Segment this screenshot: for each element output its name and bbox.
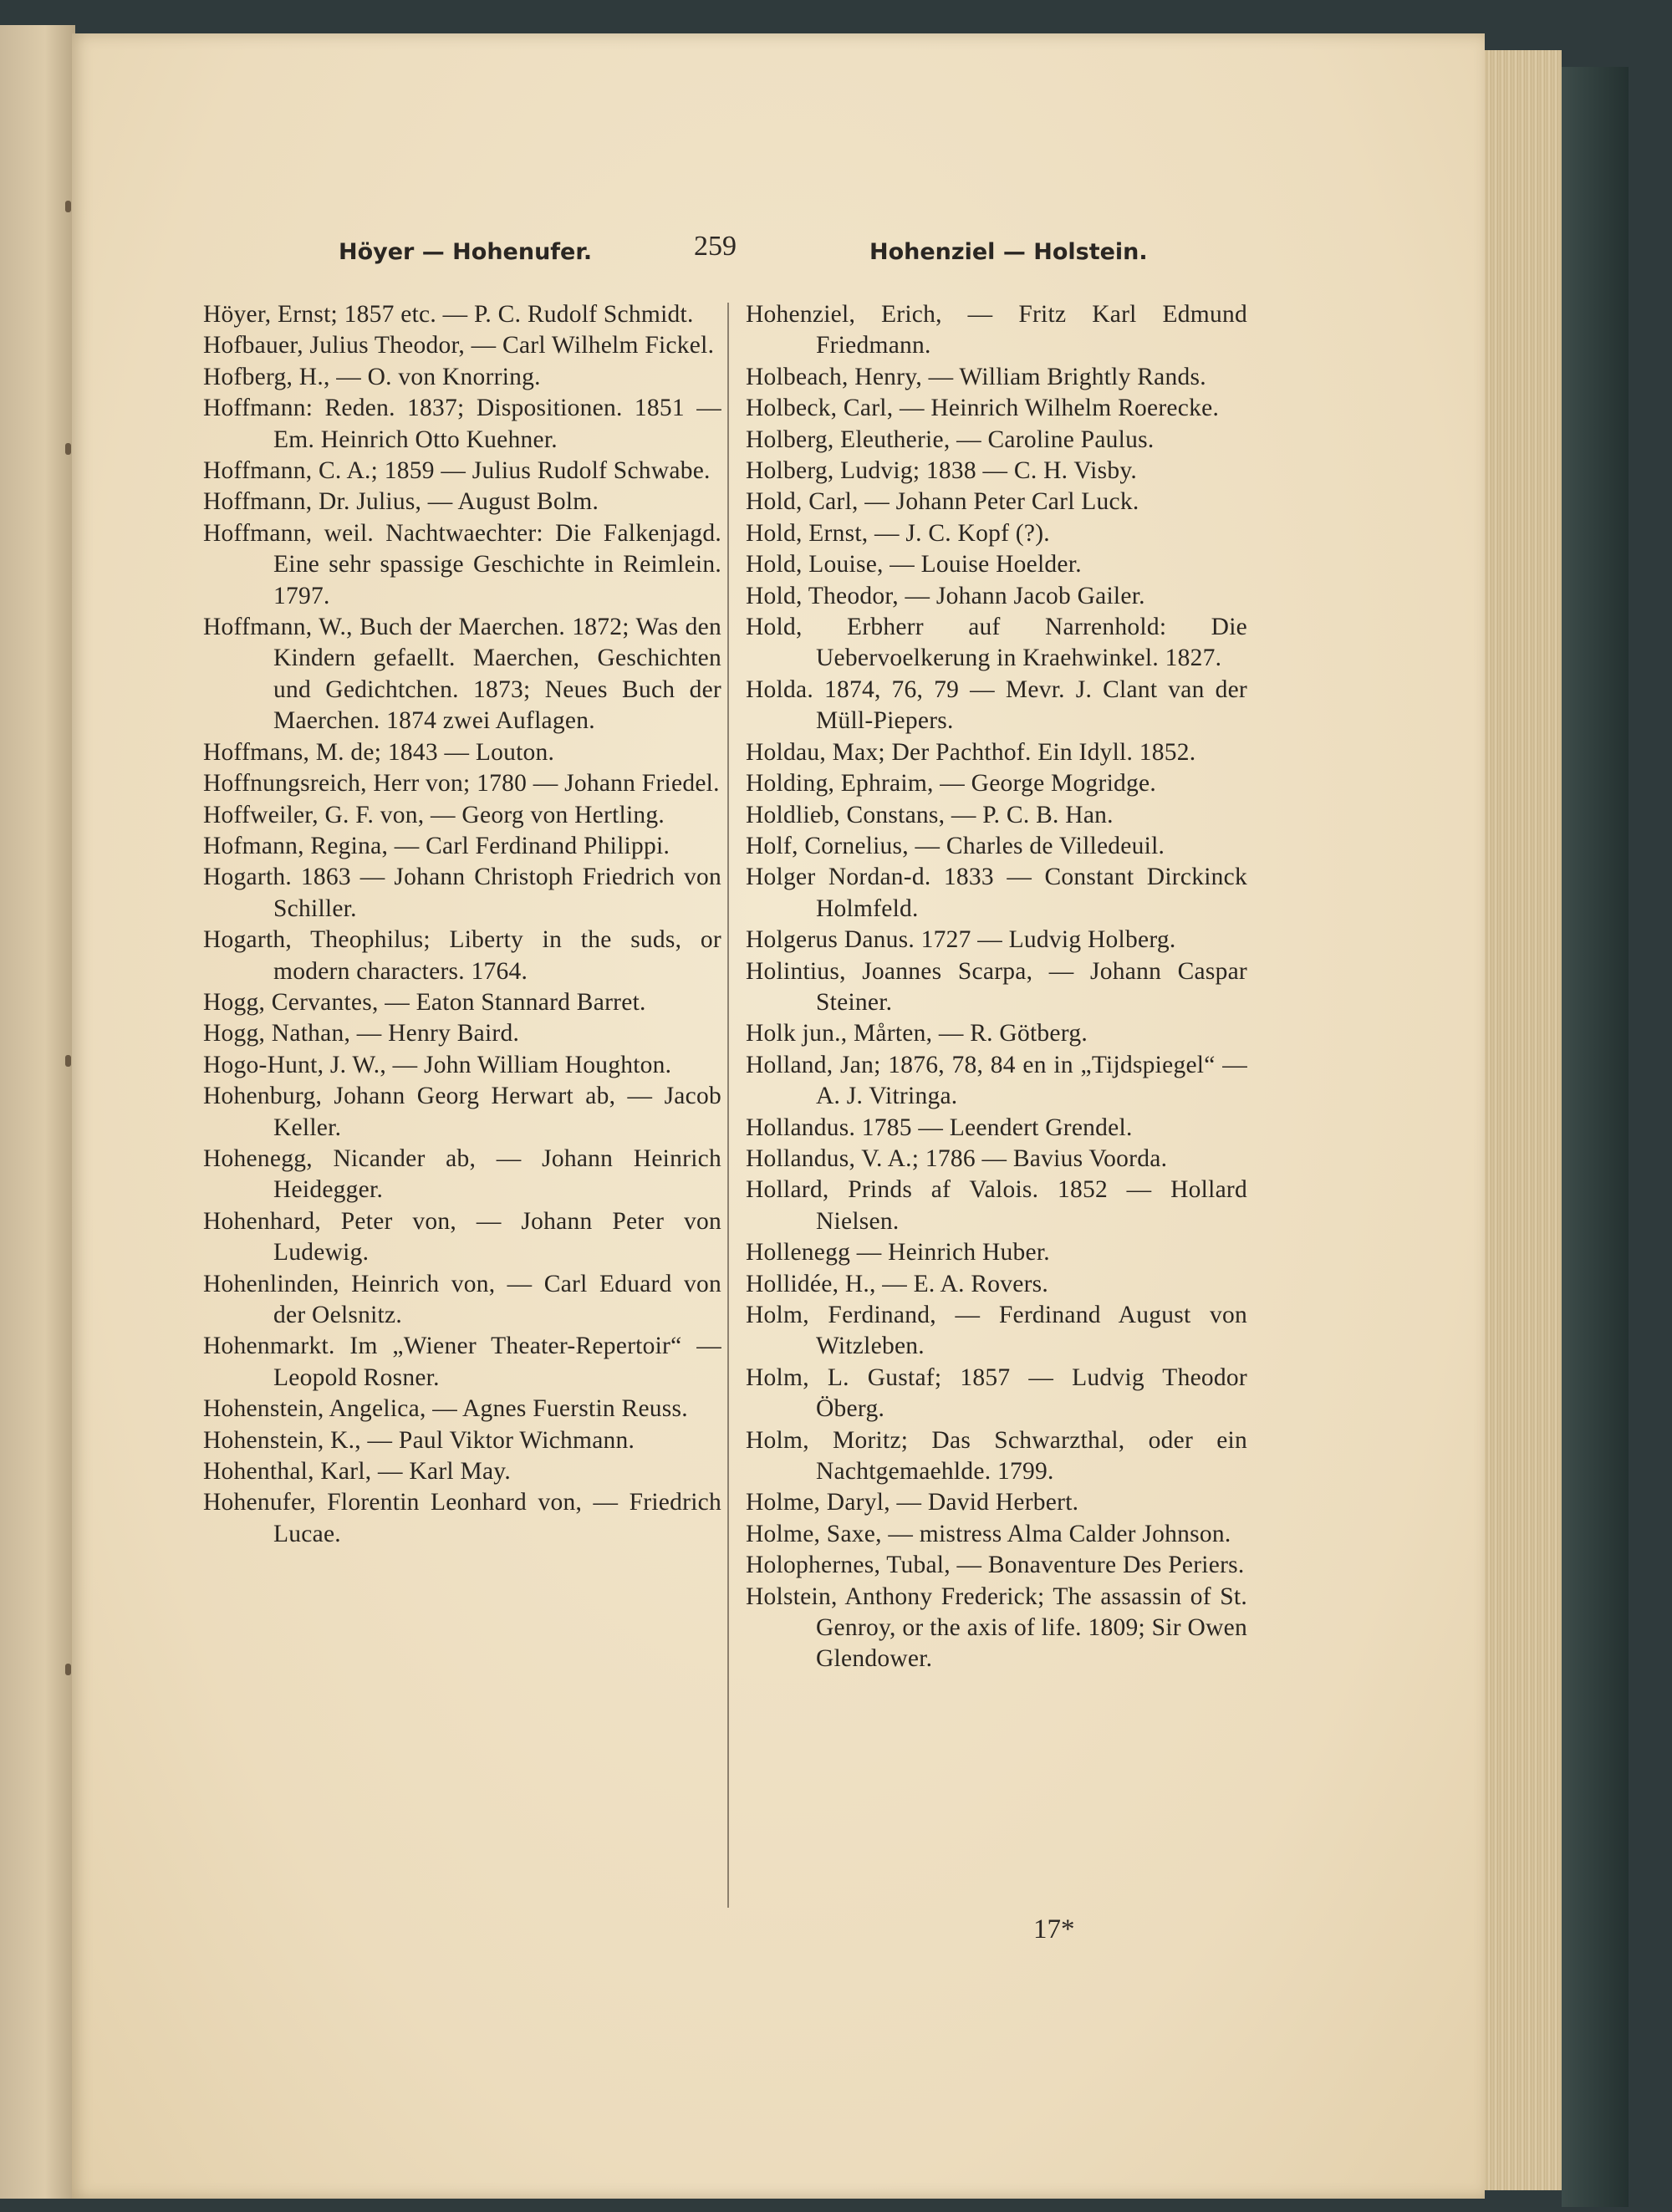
entry: Höyer, Ernst; 1857 etc. — P. C. Rudolf Schmidt. bbox=[203, 301, 694, 328]
book-cover bbox=[1562, 67, 1629, 2207]
column-rule bbox=[727, 303, 729, 1908]
margin-mark bbox=[65, 201, 71, 212]
entry: Hoffmann, C. A.; 1859 — Julius Rudolf Schwabe. bbox=[203, 457, 711, 485]
entry: Holf, Cornelius, — Charles de Villedeuil. bbox=[746, 832, 1165, 859]
entry: Holgerus Danus. 1727 — Ludvig Holberg. bbox=[746, 926, 1176, 954]
entry: Hohenegg, Nicander ab, — Johann Heinrich Heidegger. bbox=[203, 1144, 721, 1204]
entry: Hofmann, Regina, — Carl Ferdinand Philippi. bbox=[203, 832, 670, 859]
right-column bbox=[746, 299, 1247, 1675]
margin-mark bbox=[65, 1664, 71, 1675]
entry: Holding, Ephraim, — George Mogridge. bbox=[746, 770, 1157, 798]
entry: Hold, Erbherr auf Narrenhold: Die Uebervoelkerung in Kraehwinkel. 1827. bbox=[746, 614, 1247, 672]
page-number: 259 bbox=[694, 231, 737, 262]
margin-mark bbox=[65, 1055, 71, 1067]
entry: Hollenegg — Heinrich Huber. bbox=[746, 1239, 1050, 1267]
running-head-right: Hohenziel — Holstein. bbox=[869, 239, 1148, 265]
signature-mark: 17* bbox=[1033, 1914, 1075, 1944]
entry: Holm, Ferdinand, — Ferdinand August von Witzleben. bbox=[746, 1302, 1247, 1360]
entry: Hogg, Nathan, — Henry Baird. bbox=[203, 1020, 520, 1047]
running-head-left: Höyer — Hohenufer. bbox=[339, 239, 593, 265]
entry: Hoffmann: Reden. 1837; Dispositionen. 1851 — Em. Heinrich Otto Kuehner. bbox=[203, 395, 721, 453]
entry: Hoffmann, W., Buch der Maerchen. 1872; Was den Kindern gefaellt. Maerchen, Geschichten und Gedichtchen. 1873; Neues Buch der Maerchen. 1874 zwei Auflagen. bbox=[203, 614, 721, 735]
entry: Hold, Ernst, — J. C. Kopf (?). bbox=[746, 519, 1050, 547]
entry: Holberg, Ludvig; 1838 — C. H. Visby. bbox=[746, 457, 1138, 485]
entry: Hogg, Cervantes, — Eaton Stannard Barret. bbox=[203, 988, 646, 1016]
entry: Holberg, Eleutherie, — Caroline Paulus. bbox=[746, 426, 1155, 453]
entry: Holda. 1874, 76, 79 — Mevr. J. Clant van der Müll-Piepers. bbox=[746, 675, 1247, 735]
entry: Holk jun., Mårten, — R. Götberg. bbox=[746, 1020, 1088, 1047]
entry: Hogarth, Theophilus; Liberty in the suds, or modern characters. 1764. bbox=[203, 926, 721, 985]
entry: Hoffmann, Dr. Julius, — August Bolm. bbox=[203, 488, 599, 516]
entry: Hold, Theodor, — Johann Jacob Gailer. bbox=[746, 582, 1145, 609]
entry: Holme, Saxe, — mistress Alma Calder Johnson. bbox=[746, 1520, 1231, 1547]
margin-mark bbox=[65, 443, 71, 455]
entry: Holland, Jan; 1876, 78, 84 en in „Tijdspiegel“ — A. J. Vitringa. bbox=[746, 1051, 1247, 1110]
entry: Hofbauer, Julius Theodor, — Carl Wilhelm Fickel. bbox=[203, 332, 715, 359]
entry: Hollidée, H., — E. A. Rovers. bbox=[746, 1270, 1049, 1297]
entry: Hogarth. 1863 — Johann Christoph Friedrich von Schiller. bbox=[203, 864, 721, 922]
entry: Hohenstein, Angelica, — Agnes Fuerstin Reuss. bbox=[203, 1395, 688, 1423]
entry: Hofberg, H., — O. von Knorring. bbox=[203, 363, 541, 390]
entry: Holm, L. Gustaf; 1857 — Ludvig Theodor Öberg. bbox=[746, 1363, 1247, 1423]
entry: Hohenlinden, Heinrich von, — Carl Eduard von der Oelsnitz. bbox=[203, 1270, 721, 1328]
entry: Hollandus. 1785 — Leendert Grendel. bbox=[746, 1114, 1133, 1141]
entry: Hohenziel, Erich, — Fritz Karl Edmund Friedmann. bbox=[746, 301, 1247, 359]
entry: Hohenhard, Peter von, — Johann Peter von Ludewig. bbox=[203, 1207, 721, 1267]
entry: Holstein, Anthony Frederick; The assassin of St. Genroy, or the axis of life. 1809; Sir Owen Glendower. bbox=[746, 1583, 1247, 1673]
entry: Holdau, Max; Der Pachthof. Ein Idyll. 1852. bbox=[746, 738, 1196, 766]
left-column bbox=[203, 299, 721, 1550]
entry: Hold, Carl, — Johann Peter Carl Luck. bbox=[746, 488, 1139, 516]
page-edges bbox=[1485, 50, 1562, 2190]
entry: Hogo-Hunt, J. W., — John William Houghton. bbox=[203, 1051, 672, 1078]
entry: Hohenmarkt. Im „Wiener Theater-Repertoir“ — Leopold Rosner. bbox=[203, 1333, 721, 1391]
entry: Hohenburg, Johann Georg Herwart ab, — Jacob Keller. bbox=[203, 1083, 721, 1141]
entry: Holger Nordan-d. 1833 — Constant Dirckinck Holmfeld. bbox=[746, 864, 1247, 922]
entry: Holintius, Joannes Scarpa, — Johann Caspar Steiner. bbox=[746, 957, 1247, 1016]
entry: Hoffweiler, G. F. von, — Georg von Hertling. bbox=[203, 801, 665, 828]
facing-page-edge bbox=[0, 25, 75, 2199]
entry: Hoffnungsreich, Herr von; 1780 — Johann Friedel. bbox=[203, 770, 720, 798]
entry: Hohenufer, Florentin Leonhard von, — Friedrich Lucae. bbox=[203, 1489, 721, 1547]
entry: Holbeck, Carl, — Heinrich Wilhelm Roerecke. bbox=[746, 395, 1220, 422]
entry: Holdlieb, Constans, — P. C. B. Han. bbox=[746, 801, 1114, 828]
entry: Hoffmann, weil. Nachtwaechter: Die Falkenjagd. Eine sehr spassige Geschichte in Reimlein. 1797. bbox=[203, 519, 721, 609]
entry: Hollard, Prinds af Valois. 1852 — Hollard Nielsen. bbox=[746, 1176, 1247, 1235]
entry: Holm, Moritz; Das Schwarzthal, oder ein Nachtgemaehlde. 1799. bbox=[746, 1426, 1247, 1486]
entry: Holbeach, Henry, — William Brightly Rands. bbox=[746, 363, 1206, 390]
entry: Holme, Daryl, — David Herbert. bbox=[746, 1489, 1079, 1516]
entry: Hold, Louise, — Louise Hoelder. bbox=[746, 551, 1082, 578]
entry: Hoffmans, M. de; 1843 — Louton. bbox=[203, 738, 555, 766]
entry: Hohenstein, K., — Paul Viktor Wichmann. bbox=[203, 1426, 635, 1454]
entry: Hohenthal, Karl, — Karl May. bbox=[203, 1458, 512, 1486]
entry: Holophernes, Tubal, — Bonaventure Des Periers. bbox=[746, 1552, 1245, 1579]
entry: Hollandus, V. A.; 1786 — Bavius Voorda. bbox=[746, 1144, 1168, 1172]
